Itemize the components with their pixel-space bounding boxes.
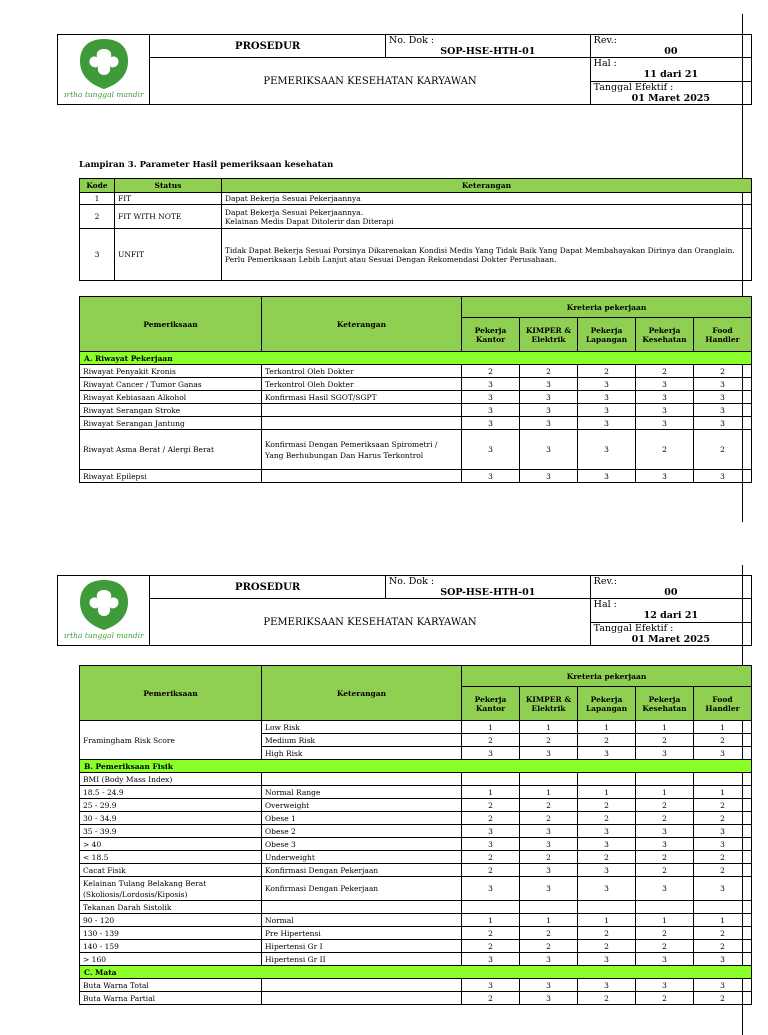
- score-cell: 1: [578, 721, 636, 734]
- score-cell: 3: [520, 470, 578, 483]
- table-row: [80, 864, 752, 877]
- score-cell: 3: [636, 417, 694, 430]
- company-logo: [58, 576, 150, 646]
- score-cell: 2: [462, 992, 520, 1005]
- table-row: [80, 812, 752, 825]
- score-cell: 2: [694, 864, 752, 877]
- score-cell: 3: [462, 747, 520, 760]
- score-cell: 2: [636, 799, 694, 812]
- score-cell: 3: [520, 378, 578, 391]
- col-status: Status: [115, 179, 222, 193]
- score-cell: 3: [462, 470, 520, 483]
- hal-value: 11 dari 21: [643, 69, 699, 80]
- score-cell: 3: [520, 953, 578, 966]
- score-cell: 1: [578, 914, 636, 927]
- score-cell: 2: [694, 430, 752, 470]
- col-job: Pekerja Kesehatan: [636, 687, 694, 721]
- score-cell: 2: [520, 799, 578, 812]
- svg-text:artha tunggal mandiri: artha tunggal mandiri: [63, 631, 144, 640]
- table-row: [80, 851, 752, 864]
- keterangan-cell: Konfirmasi Hasil SGOT/SGPT: [262, 391, 462, 404]
- score-cell: 3: [520, 417, 578, 430]
- score-cell: 1: [520, 721, 578, 734]
- score-cell: 3: [520, 877, 578, 901]
- table-row: [80, 417, 752, 430]
- score-cell: 3: [578, 979, 636, 992]
- score-cell: 3: [462, 378, 520, 391]
- score-cell: 3: [578, 404, 636, 417]
- keterangan-cell: [262, 404, 462, 417]
- col-job: Pekerja Lapangan: [578, 318, 636, 352]
- subheader-row: [80, 773, 752, 786]
- rev-label: Rev.:: [593, 576, 617, 587]
- table-row: [80, 979, 752, 992]
- score-cell: 3: [520, 992, 578, 1005]
- table-row: [80, 404, 752, 417]
- table-row: [80, 914, 752, 927]
- pemeriksaan-cell: 35 - 39.9: [80, 825, 262, 838]
- score-cell: 2: [462, 365, 520, 378]
- table-row: [80, 470, 752, 483]
- score-cell: 3: [578, 378, 636, 391]
- pemeriksaan-cell: 25 - 29.9: [80, 799, 262, 812]
- status-name: FIT WITH NOTE: [115, 205, 222, 229]
- score-cell: 1: [636, 914, 694, 927]
- col-job: Pekerja Lapangan: [578, 687, 636, 721]
- score-cell: 3: [462, 825, 520, 838]
- score-cell: 2: [520, 812, 578, 825]
- col-job: KIMPER & Elektrik: [520, 318, 578, 352]
- keterangan-cell: Obese 3: [262, 838, 462, 851]
- score-cell: 3: [694, 391, 752, 404]
- score-cell: 2: [520, 851, 578, 864]
- rev-value: 00: [664, 587, 678, 598]
- status-kode: 1: [80, 193, 115, 205]
- pemeriksaan-cell: Kelainan Tulang Belakang Berat (Skoliosis/Lordosis/Kiposis): [80, 877, 262, 901]
- effective-cell: [590, 82, 751, 105]
- pemeriksaan-cell: Cacat Fisik: [80, 864, 262, 877]
- rev-cell: [590, 576, 751, 599]
- score-cell: 2: [578, 812, 636, 825]
- score-cell: 3: [694, 953, 752, 966]
- score-cell: 2: [578, 940, 636, 953]
- table-row: [80, 391, 752, 404]
- pemeriksaan-cell: Riwayat Serangan Jantung: [80, 417, 262, 430]
- score-cell: 3: [694, 979, 752, 992]
- table-row: [80, 953, 752, 966]
- status-table: [79, 178, 752, 281]
- status-desc: Dapat Bekerja Sesuai Pekerjaannya: [222, 193, 752, 205]
- status-desc-line: Perlu Pemeriksaan Lebih Lanjut atau Sesuai Dengan Rekomendasi Dokter Perusahaan.: [225, 254, 557, 264]
- criteria-table-page-2: [79, 665, 752, 1005]
- score-cell: 3: [636, 404, 694, 417]
- score-cell: 2: [636, 430, 694, 470]
- score-cell: 3: [636, 825, 694, 838]
- score-cell: 2: [578, 851, 636, 864]
- table-row: [80, 940, 752, 953]
- document-title: PEMERIKSAAN KESEHATAN KARYAWAN: [150, 599, 590, 646]
- score-cell: 2: [694, 799, 752, 812]
- score-cell: 3: [578, 430, 636, 470]
- score-cell: 3: [520, 391, 578, 404]
- col-pemeriksaan: Pemeriksaan: [80, 297, 262, 352]
- lampiran-title: Lampiran 3. Parameter Hasil pemeriksaan kesehatan: [79, 160, 334, 170]
- pemeriksaan-cell: 130 - 139: [80, 927, 262, 940]
- hal-cell: [590, 58, 751, 82]
- score-cell: 3: [520, 838, 578, 851]
- score-cell: 2: [578, 734, 636, 747]
- keterangan-cell: Hipertensi Gr I: [262, 940, 462, 953]
- score-cell: 2: [462, 864, 520, 877]
- score-cell: 2: [578, 365, 636, 378]
- status-desc-line: Dapat Bekerja Sesuai Pekerjaannya.: [225, 207, 364, 217]
- pemeriksaan-cell: Riwayat Penyakit Kronis: [80, 365, 262, 378]
- keterangan-cell: [262, 992, 462, 1005]
- score-cell: 1: [520, 786, 578, 799]
- score-cell: 3: [636, 877, 694, 901]
- score-cell: 3: [636, 391, 694, 404]
- score-cell: 3: [578, 417, 636, 430]
- keterangan-cell: Obese 2: [262, 825, 462, 838]
- score-cell: 3: [636, 747, 694, 760]
- doc-no-cell: [385, 576, 590, 599]
- score-cell: 3: [462, 404, 520, 417]
- score-cell: 2: [636, 851, 694, 864]
- keterangan-cell: Konfirmasi Dengan Pekerjaan: [262, 877, 462, 901]
- pemeriksaan-cell: Riwayat Asma Berat / Alergi Berat: [80, 430, 262, 470]
- procedure-label: PROSEDUR: [150, 35, 386, 58]
- subheader-row: [80, 901, 752, 914]
- score-cell: 3: [462, 430, 520, 470]
- score-cell: 3: [462, 838, 520, 851]
- score-cell: 2: [694, 851, 752, 864]
- score-cell: 2: [636, 864, 694, 877]
- rev-cell: [590, 35, 751, 58]
- status-row: [80, 205, 752, 229]
- score-cell: 3: [578, 391, 636, 404]
- score-cell: 2: [694, 927, 752, 940]
- score-cell: 2: [694, 365, 752, 378]
- score-cell: 3: [694, 747, 752, 760]
- effective-label: Tanggal Efektif :: [593, 82, 674, 93]
- table-row: [80, 992, 752, 1005]
- table-row: [80, 799, 752, 812]
- col-job: Pekerja Kantor: [462, 687, 520, 721]
- col-kreteria: Kreteria pekerjaan: [462, 666, 752, 687]
- col-keterangan: Keterangan: [222, 179, 752, 193]
- col-keterangan: Keterangan: [262, 666, 462, 721]
- score-cell: 1: [520, 914, 578, 927]
- keterangan-cell: Terkontrol Oleh Dokter: [262, 378, 462, 391]
- document-header: [57, 575, 752, 646]
- score-cell: 2: [462, 940, 520, 953]
- doc-no-label: No. Dok :: [388, 576, 435, 587]
- rev-label: Rev.:: [593, 35, 617, 46]
- score-cell: 2: [520, 365, 578, 378]
- section-title: B. Pemeriksaan Fisik: [80, 760, 752, 773]
- pemeriksaan-cell: > 160: [80, 953, 262, 966]
- table-row: [80, 378, 752, 391]
- status-kode: 3: [80, 229, 115, 281]
- score-cell: 3: [636, 953, 694, 966]
- hal-label: Hal :: [593, 599, 617, 610]
- keterangan-cell: [262, 470, 462, 483]
- pemeriksaan-cell: Riwayat Kebiasaan Alkohol: [80, 391, 262, 404]
- score-cell: 1: [578, 786, 636, 799]
- status-kode: 2: [80, 205, 115, 229]
- table-row: [80, 786, 752, 799]
- score-cell: 3: [520, 747, 578, 760]
- criteria-table-page-1: [79, 296, 752, 483]
- pemeriksaan-cell: 90 - 120: [80, 914, 262, 927]
- score-cell: 3: [578, 877, 636, 901]
- score-cell: 1: [462, 786, 520, 799]
- status-name: UNFIT: [115, 229, 222, 281]
- score-cell: 2: [694, 992, 752, 1005]
- score-cell: 3: [520, 979, 578, 992]
- score-cell: 1: [636, 786, 694, 799]
- pemeriksaan-cell: 140 - 159: [80, 940, 262, 953]
- section-title: A. Riwayat Pekerjaan: [80, 352, 752, 365]
- company-logo: [58, 35, 150, 105]
- table-row: [80, 721, 752, 734]
- score-cell: 3: [636, 838, 694, 851]
- score-cell: 3: [462, 417, 520, 430]
- score-cell: 2: [462, 734, 520, 747]
- score-cell: 3: [578, 825, 636, 838]
- pemeriksaan-cell: Riwayat Cancer / Tumor Ganas: [80, 378, 262, 391]
- pemeriksaan-cell: Riwayat Epilepsi: [80, 470, 262, 483]
- score-cell: 2: [636, 734, 694, 747]
- hal-value: 12 dari 21: [643, 610, 699, 621]
- document-page-2: [22, 565, 743, 1035]
- effective-date: 01 Maret 2025: [631, 93, 711, 104]
- score-cell: 1: [636, 721, 694, 734]
- effective-label: Tanggal Efektif :: [593, 623, 674, 634]
- col-job: Food Handler: [694, 318, 752, 352]
- score-cell: 2: [578, 799, 636, 812]
- score-cell: 3: [636, 979, 694, 992]
- table-row: [80, 877, 752, 901]
- section-row: [80, 966, 752, 979]
- status-desc-line: Kelainan Medis Dapat Ditolerir dan Diterapi: [225, 216, 394, 226]
- effective-cell: [590, 623, 751, 646]
- score-cell: 1: [462, 721, 520, 734]
- doc-no: SOP-HSE-HTH-01: [440, 46, 536, 57]
- score-cell: 2: [636, 927, 694, 940]
- score-cell: 2: [578, 992, 636, 1005]
- score-cell: 3: [520, 404, 578, 417]
- hal-cell: [590, 599, 751, 623]
- keterangan-cell: Terkontrol Oleh Dokter: [262, 365, 462, 378]
- score-cell: 2: [520, 940, 578, 953]
- company-logo-icon: [64, 35, 144, 101]
- score-cell: 3: [462, 391, 520, 404]
- score-cell: 2: [462, 927, 520, 940]
- score-cell: 1: [694, 914, 752, 927]
- document-title: PEMERIKSAAN KESEHATAN KARYAWAN: [150, 58, 590, 105]
- status-row: [80, 229, 752, 281]
- keterangan-cell: Normal: [262, 914, 462, 927]
- col-keterangan: Keterangan: [262, 297, 462, 352]
- col-kode: Kode: [80, 179, 115, 193]
- status-desc-line: Tidak Dapat Bekerja Sesuai Porsinya Dikarenakan Kondisi Medis Yang Tidak Baik Yang Dapat Membahayakan Dirinya dan Oranglain.: [225, 245, 735, 255]
- status-row: [80, 193, 752, 205]
- score-cell: 2: [636, 940, 694, 953]
- pemeriksaan-cell: Framingham Risk Score: [80, 721, 262, 760]
- score-cell: 3: [578, 747, 636, 760]
- score-cell: 2: [694, 734, 752, 747]
- score-cell: 3: [578, 838, 636, 851]
- table-row: [80, 927, 752, 940]
- doc-no: SOP-HSE-HTH-01: [440, 587, 536, 598]
- rev-value: 00: [664, 46, 678, 57]
- table-row: [80, 365, 752, 378]
- doc-no-label: No. Dok :: [388, 35, 435, 46]
- svg-text:artha tunggal mandiri: artha tunggal mandiri: [63, 90, 144, 99]
- score-cell: 3: [694, 417, 752, 430]
- score-cell: 3: [694, 877, 752, 901]
- col-job: Food Handler: [694, 687, 752, 721]
- score-cell: 2: [462, 799, 520, 812]
- score-cell: 3: [578, 864, 636, 877]
- keterangan-cell: Konfirmasi Dengan Pemeriksaan Spirometri / Yang Berhubungan Dan Harus Terkontrol: [262, 430, 462, 470]
- score-cell: 3: [694, 470, 752, 483]
- pemeriksaan-cell: 18.5 - 24.9: [80, 786, 262, 799]
- subheader-label: Tekanan Darah Sistolik: [80, 901, 262, 914]
- score-cell: 3: [462, 953, 520, 966]
- score-cell: 1: [694, 786, 752, 799]
- score-cell: 2: [520, 734, 578, 747]
- pemeriksaan-cell: 30 - 34.9: [80, 812, 262, 825]
- col-job: Pekerja Kantor: [462, 318, 520, 352]
- company-logo-icon: [64, 576, 144, 642]
- keterangan-cell: Pre Hipertensi: [262, 927, 462, 940]
- section-row: [80, 352, 752, 365]
- score-cell: 2: [520, 927, 578, 940]
- pemeriksaan-cell: Riwayat Serangan Stroke: [80, 404, 262, 417]
- keterangan-cell: Hipertensi Gr II: [262, 953, 462, 966]
- keterangan-cell: Underweight: [262, 851, 462, 864]
- procedure-label: PROSEDUR: [150, 576, 386, 599]
- score-cell: 3: [636, 470, 694, 483]
- score-cell: 2: [462, 812, 520, 825]
- document-header: [57, 34, 752, 105]
- section-title: C. Mata: [80, 966, 752, 979]
- table-row: [80, 838, 752, 851]
- col-job: Pekerja Kesehatan: [636, 318, 694, 352]
- score-cell: 2: [636, 365, 694, 378]
- table-row: [80, 825, 752, 838]
- score-cell: 2: [578, 927, 636, 940]
- score-cell: 3: [578, 953, 636, 966]
- score-cell: 2: [462, 851, 520, 864]
- keterangan-cell: Normal Range: [262, 786, 462, 799]
- score-cell: 3: [520, 864, 578, 877]
- table-row: [80, 430, 752, 470]
- score-cell: 3: [462, 877, 520, 901]
- pemeriksaan-cell: > 40: [80, 838, 262, 851]
- keterangan-cell: Obese 1: [262, 812, 462, 825]
- score-cell: 2: [694, 940, 752, 953]
- score-cell: 2: [636, 992, 694, 1005]
- keterangan-cell: Overweight: [262, 799, 462, 812]
- document-page-1: [22, 14, 743, 523]
- col-pemeriksaan: Pemeriksaan: [80, 666, 262, 721]
- keterangan-cell: High Risk: [262, 747, 462, 760]
- score-cell: 3: [520, 825, 578, 838]
- status-name: FIT: [115, 193, 222, 205]
- status-desc: [222, 229, 752, 281]
- score-cell: 3: [694, 838, 752, 851]
- effective-date: 01 Maret 2025: [631, 634, 711, 645]
- score-cell: 3: [694, 825, 752, 838]
- keterangan-cell: Konfirmasi Dengan Pekerjaan: [262, 864, 462, 877]
- keterangan-cell: Medium Risk: [262, 734, 462, 747]
- score-cell: 2: [694, 812, 752, 825]
- pemeriksaan-cell: Buta Warna Partial: [80, 992, 262, 1005]
- score-cell: 3: [520, 430, 578, 470]
- status-desc: [222, 205, 752, 229]
- pemeriksaan-cell: Buta Warna Total: [80, 979, 262, 992]
- score-cell: 3: [578, 470, 636, 483]
- score-cell: 3: [636, 378, 694, 391]
- keterangan-cell: [262, 417, 462, 430]
- score-cell: 1: [462, 914, 520, 927]
- doc-no-cell: [385, 35, 590, 58]
- keterangan-cell: Low Risk: [262, 721, 462, 734]
- score-cell: 3: [694, 404, 752, 417]
- hal-label: Hal :: [593, 58, 617, 69]
- score-cell: 3: [462, 979, 520, 992]
- col-job: KIMPER & Elektrik: [520, 687, 578, 721]
- score-cell: 1: [694, 721, 752, 734]
- col-kreteria: Kreteria pekerjaan: [462, 297, 752, 318]
- score-cell: 2: [636, 812, 694, 825]
- keterangan-cell: [262, 979, 462, 992]
- pemeriksaan-cell: < 18.5: [80, 851, 262, 864]
- score-cell: 3: [694, 378, 752, 391]
- section-row: [80, 760, 752, 773]
- subheader-label: BMI (Body Mass Index): [80, 773, 262, 786]
